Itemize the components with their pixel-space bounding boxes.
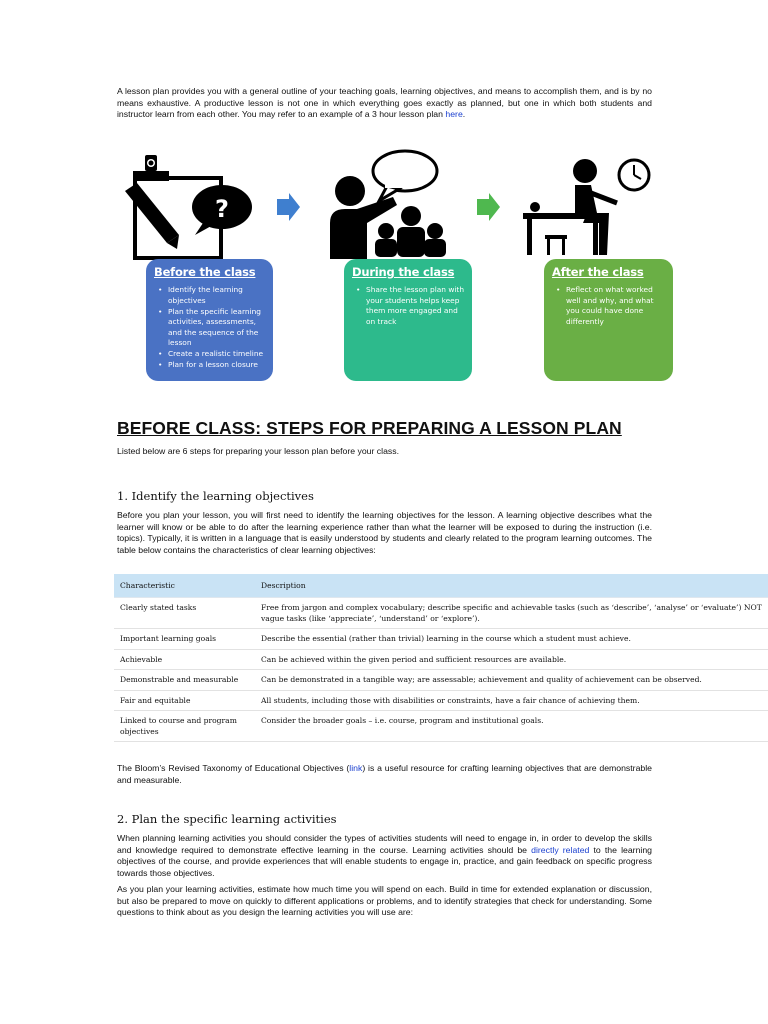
table-header-characteristic: Characteristic (114, 574, 255, 598)
table-cell: Free from jargon and complex vocabulary; describe specific and achievable tasks (such as ‘describe’, ‘analyse’ or ‘evaluate’) NOT vague tasks (like ‘appreciate’, ‘understand’ or ‘explore’). (255, 598, 768, 629)
table-row (114, 670, 768, 691)
bloom-taxonomy-link[interactable]: link (349, 763, 363, 773)
intro-end: . (462, 109, 466, 120)
person-at-desk-icon (523, 159, 617, 255)
bloom-paragraph (117, 763, 652, 786)
listed-paragraph: Listed below are 6 steps for preparing your lesson plan before your class. (117, 446, 400, 456)
during-class-title: During the class (352, 265, 455, 279)
table-cell: Describe the essential (rather than trivial) learning in the course which a student must achieve. (255, 629, 768, 650)
after-class-list (552, 285, 665, 327)
lesson-stages-graphic (117, 143, 680, 383)
step2-paragraph-1 (117, 833, 652, 879)
list-item: • Plan for a lesson closure (163, 360, 265, 371)
table-cell: Achievable (114, 649, 255, 670)
table-row (114, 649, 768, 670)
objectives-table (114, 574, 768, 742)
table-header-description: Description (255, 574, 768, 598)
clock-icon (619, 160, 649, 190)
students-icon (375, 206, 446, 257)
arrow-right-icon (277, 193, 300, 221)
table-cell: Consider the broader goals – i.e. course, program and institutional goals. (255, 711, 768, 742)
table-cell: Can be achieved within the given period and sufficient resources are available. (255, 649, 768, 670)
during-class-card (344, 259, 472, 381)
bloom-text-start: The Bloom’s Revised Taxonomy of Educational Objectives ( (117, 763, 350, 773)
table-row (114, 598, 768, 629)
svg-text:?: ? (215, 195, 229, 223)
table-row (114, 711, 768, 742)
during-class-list (352, 285, 464, 327)
list-item: • Plan the specific learning activities, assessments, and the sequence of the lesson (163, 307, 265, 349)
table-row (114, 629, 768, 650)
table-cell: Linked to course and program objectives (114, 711, 255, 742)
list-item: • Share the lesson plan with your students helps keep them more engaged and on track (361, 285, 464, 327)
table-header-row (114, 574, 768, 598)
list-item: • Create a realistic timeline (163, 349, 265, 360)
question-bubble-icon (192, 185, 252, 235)
speech-bubble-icon (373, 151, 437, 201)
before-class-card (146, 259, 273, 381)
intro-text: A lesson plan provides you with a general outline of your teaching goals, learning objectives, and means to accomplish them, and is by no means exhaustive. A productive lesson is not one in which everything goes exactly as planned, but one in which both students and instructor learn from each other. You may refer to an example of a 3 hour lesson plan (117, 86, 652, 120)
list-item: • Identify the learning objectives (163, 285, 265, 306)
lesson-plan-example-link[interactable]: here (445, 109, 463, 120)
after-class-card (544, 259, 673, 381)
after-class-title: After the class (552, 265, 644, 279)
before-class-list (154, 285, 265, 371)
bloom-text-end: ) is a useful resource for crafting learning objectives that are demonstrable and measurable. (117, 763, 652, 785)
table-cell: All students, including those with disabilities or constraints, have a fair chance of achieving them. (255, 690, 768, 711)
step2-heading: 2. Plan the specific learning activities (117, 812, 337, 826)
section-heading: BEFORE CLASS: STEPS FOR PREPARING A LESSON PLAN (117, 418, 622, 438)
before-class-title: Before the class (154, 265, 256, 279)
list-item: • Reflect on what worked well and why, and what you could have done differently (561, 285, 665, 327)
table-cell: Clearly stated tasks (114, 598, 255, 629)
arrow-right-icon-2 (477, 193, 500, 221)
step1-heading: 1. Identify the learning objectives (117, 489, 314, 503)
table-cell: Fair and equitable (114, 690, 255, 711)
step2-text-start: When planning learning activities you should consider the types of activities students will need to engage in, in order to develop the skills and knowledge required to demonstrate effective learning in the course. Learning activities should be (117, 833, 652, 855)
table-cell: Important learning goals (114, 629, 255, 650)
step2-text-end: to the learning objectives of the course, and provide experiences that will enable students to engage in, practice, and gain feedback on specific progress towards those objectives. (117, 844, 652, 878)
step2-paragraph-2: As you plan your learning activities, estimate how much time you will spend on each. Build in time for extended explanation or discussion, but also be prepared to move on quickly to different applications or problems, and to identify strategies that check for understanding. Some questions to think about as you design the learning activities you will use are: (117, 884, 652, 918)
table-cell: Demonstrable and measurable (114, 670, 255, 691)
step1-paragraph: Before you plan your lesson, you will first need to identify the learning objectives for the lesson. A learning objective describes what the learner will know or be able to do after the learning experience rather than what the learner will be exposed to during the instruction (i.e. topics). Typically, it is written in a language that is easily understood by students and clearly related to the program learning outcomes. The table below contains the characteristics of clear learning objectives: (117, 510, 652, 555)
table-cell: Can be demonstrated in a tangible way; are assessable; achievement and quality of achievement can be observed. (255, 670, 768, 691)
intro-paragraph (117, 86, 652, 121)
table-row (114, 690, 768, 711)
directly-related-link[interactable]: directly related (531, 844, 590, 855)
